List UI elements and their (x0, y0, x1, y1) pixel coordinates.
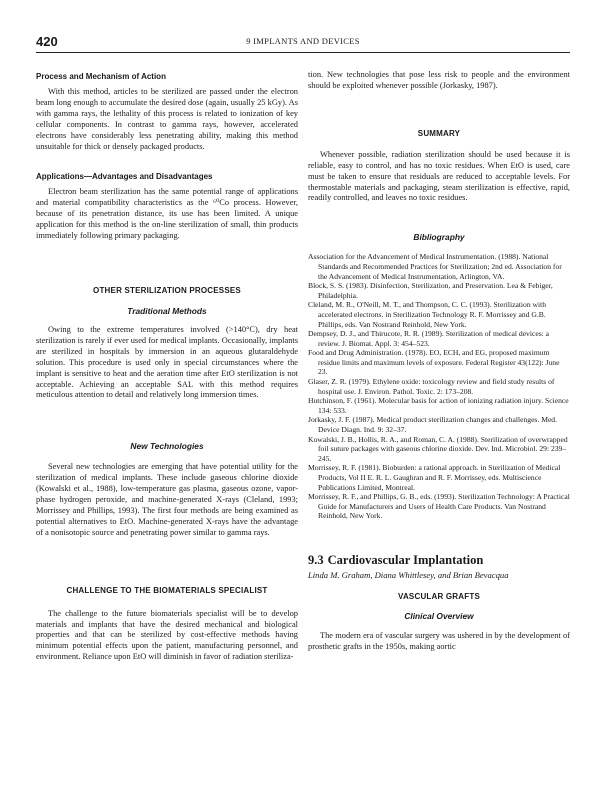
header-rule (36, 52, 570, 53)
bibliography-entry: Glaser, Z. R. (1979). Ethylene oxide: toxicology review and field study results of hospital use. J. Environ. Pathol. Toxic. 2: 173–208. (308, 377, 555, 396)
bibliography-entry: Association for the Advancement of Medical Instrumentation. (1988). National Standards and Recommended Practices for Sterilization; 2nd ed. Association for the Advancement of Medical Instrumentation, Arlington, VA. (308, 252, 562, 281)
process-heading: Process and Mechanism of Action (36, 72, 166, 81)
left-column (36, 64, 298, 663)
running-title: 9 IMPLANTS AND DEVICES (246, 36, 360, 46)
traditional-methods-heading: Traditional Methods (127, 305, 207, 316)
bibliography-entry: Morrissey, R. F., and Phillips, G. B., eds. (1993). Sterilization Technology: A Practical Guide for Manufacturers and Users of Health Care Products. Van Nostrand Reinhold, New York. (308, 492, 570, 521)
bibliography-entry: Dempsey, D. J., and Thirucote, R. R. (1989). Sterilization of medical devices: a review. J. Biomat. Appl. 3: 454–523. (308, 329, 550, 348)
section-number: 9.3 (308, 552, 324, 567)
bibliography-entry: Morrissey, R. F. (1981). Bioburden: a rational approach. in Sterilization of Medical Products, Vol II E. R. L. Gaughran and R. F. Morrissey, eds. Multiscience Publications Limited, Montreal. (308, 463, 561, 492)
bibliography-entry: Hutchinson, F. (1961). Molecular basis for action of ionizing radiation injury. Science 134: 533. (308, 396, 569, 415)
clinical-paragraph: The modern era of vascular surgery was ushered in by the development of prosthetic grafts in the 1950s, making aortic (308, 630, 570, 651)
challenge-paragraph: The challenge to the future biomaterials specialist will be to develop materials and implants that have the desired mechanical and biological properties and that can be sterilized by cost-effective methods having minimum potential effects upon the patient, manufacturing personnel, and environment. Reliance upon EtO will diminish in favor of radiation steriliza- (36, 608, 298, 662)
bibliography-entry: Block, S. S. (1983). Disinfection, Sterilization, and Preservation. Lea & Febiger, Philadelphia. (308, 281, 553, 300)
applications-paragraph: Electron beam sterilization has the same potential range of applications and material compatibility characteristics as the ⁶⁰Co process. However, because of its penetration distance, its use has been limited. A unique application for this method is the on-line sterilization of small, thin products immediately following primary packaging. (36, 187, 298, 241)
challenge-heading: CHALLENGE TO THE BIOMATERIALS SPECIALIST (66, 585, 268, 595)
traditional-paragraph: Owing to the extreme temperatures involved (>140°C), dry heat sterilization is rarely if ever used for medical implants. Occasionally, implants are sterilized in hospitals by immersion in an aqueous glutaraldehyde solution. This procedure is used only in special circumstances where the implant is sensitive to heat and the aeration time after EtO sterilization is not acceptable. Achieving an acceptable SAL with this method requires meticulous attention to detail and relatively long immersion times. (36, 324, 298, 400)
bibliography-entry: Food and Drug Administration. (1978). EO, ECH, and EG, proposed maximum residue limits and maximum levels of exposure. Federal Register 43(122): June 23. (308, 348, 560, 377)
section-authors: Linda M. Graham, Diana Whittlesey, and Brian Bevacqua (308, 569, 509, 580)
new-technologies-paragraph: Several new technologies are emerging that have potential utility for the sterilization of medical implants. These include gaseous chlorine dioxide (Kowalski et al., 1988), low-temperature gas plasma, gaseous ozone, vapor-phase hydrogen peroxide, and machine-generated X-rays (Cleland, 1993; Morrissey and Phillips, 1993). The first four methods are being examined as potential alternatives to EtO. Machine-generated X-rays have the advantage of a nonisotopic source and penetrating power similar to gamma rays. (36, 462, 298, 537)
other-processes-heading: OTHER STERILIZATION PROCESSES (93, 285, 241, 295)
bibliography-entry: Kowalski, J. B., Hollis, R. A., and Roman, C. A. (1988). Sterilization of overwrapped foil suture packages with gaseous chlorine dioxide. Dev. Ind. Microbiol. 29: 239–245. (308, 434, 568, 463)
bibliography-entry: Cleland, M. R., O'Neill, M. T., and Thompson, C. C. (1993). Sterilization with accelerated electrons. in Sterilization Technology R. F. Morrissey and G.B. Phillips, eds. Van Nostrand Reinhold, New York. (308, 300, 547, 329)
bibliography-list (308, 252, 570, 521)
bibliography-entry: Jorkasky, J. F. (1987). Medical product sterilization changes and challenges. Med. Device Diagn. Ind. 9: 32–37. (308, 415, 558, 435)
right-column (308, 64, 570, 653)
new-technologies-heading: New Technologies (130, 441, 204, 452)
vascular-grafts-heading: VASCULAR GRAFTS (398, 591, 480, 601)
page-number: 420 (36, 34, 58, 49)
summary-paragraph: Whenever possible, radiation sterilization should be used because it is reliable, easy to control, and has no toxic residues. When EtO is used, care must be taken to ensure that residuals are reduced to acceptable levels. For thermostable materials and packaging, steam sterilization is effective, rapid, readily controlled, and leaves no toxic residues. (308, 149, 570, 203)
bibliography-heading: Bibliography (413, 232, 465, 243)
process-paragraph: With this method, articles to be sterilized are passed under the electron beam long enough to accumulate the desired dose (again, usually 25 kGy). As with gamma rays, the lethality of this process is related to ionization of key cellular components. In contrast to gamma rays, however, accelerated electrons have considerably less penetrating ability, making this method unsuitable for thick or densely packaged products. (36, 87, 298, 151)
applications-heading: Applications—Advantages and Disadvantages (36, 172, 213, 182)
section-title: Cardiovascular Implantation (327, 552, 484, 567)
summary-heading: SUMMARY (417, 128, 461, 138)
page-header (36, 34, 570, 50)
continued-paragraph: tion. New technologies that pose less risk to people and the environment should be exploited whenever possible (Jorkasky, 1987). (308, 70, 570, 90)
clinical-overview-heading: Clinical Overview (404, 610, 474, 621)
section-title-block (308, 551, 570, 569)
